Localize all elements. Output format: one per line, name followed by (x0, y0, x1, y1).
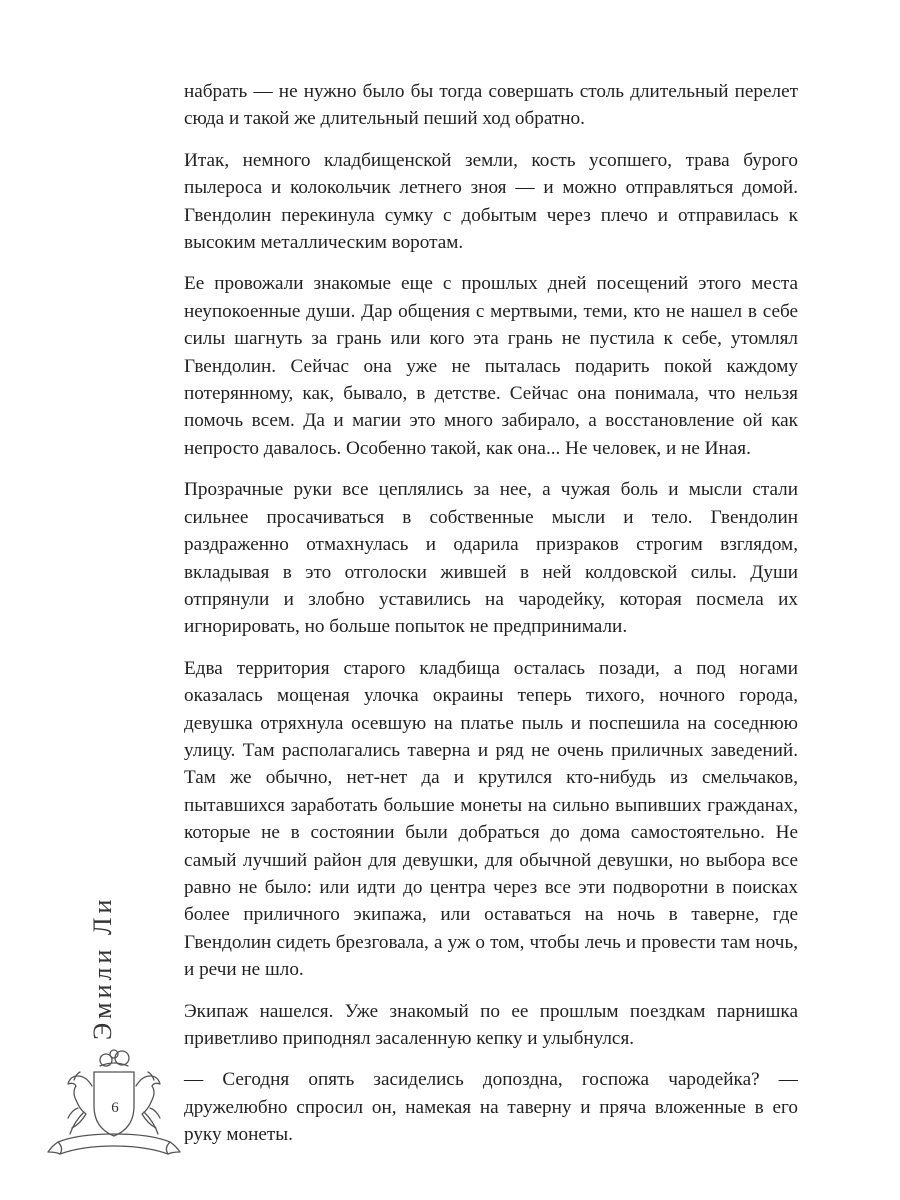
paragraph: Итак, немного кладбищенской земли, кость усопшего, трава бурого пылероса и колокольчик летнего зноя — и можно отправляться домой. Гвендолин перекинула сумку с добытым через плечо и отправилась к высоким металлическим воротам. (184, 149, 798, 254)
paragraph: — Сегодня опять засиделись допоздна, госпожа чародейка? — дружелюбно спросил он, намекая на таверну и пряча вложенные в его руку монеты. (184, 1069, 798, 1146)
author-running-head: Эмили Ли (88, 895, 117, 1040)
paragraph: Экипаж нашелся. Уже знакомый по ее прошлым поездкам парнишка приветливо приподнял засаленную кепку и улыбнулся. (184, 1000, 798, 1049)
paragraph: Едва территория старого кладбища осталась позади, а под ногами оказалась мощеная улочка окраины теперь тихого, ночного города, девушка отряхнула осевшую на платье пыль и поспешила на соседнюю улицу. Там располагались таверна и ряд не очень приличных заведений. Там же обычно, нет-нет да и крутился кто-нибудь из смельчаков, пытавшихся заработать большие монеты на сильно выпивших гражданах, которые не в состоянии были добраться до дома самостоятельно. Не самый лучший район для девушки, для обычной девушки, но выбора все равно не было: или идти до центра через все эти подворотни в поисках более приличного экипажа, или оставаться на ночь в таверне, где Гвендолин сидеть брезговала, а уж о том, чтобы лечь и провести там ночь, и речи не шло. (184, 657, 798, 981)
paragraph: Ее провожали знакомые еще с прошлых дней посещений этого места неупокоенные души. Дар общения с мертвыми, теми, кто не нашел в себе силы шагнуть за грань или кого эта грань не пустила к себе, утомлял Гвендолин. Сейчас она уже не пыталась подарить покой каждому потерянному, как, бывало, в детстве. Сейчас она понимала, что нельзя помочь всем. Да и магии это много забирало, а восстановление ой как непросто давалось. Особенно такой, как она... Не человек, и не Иная. (184, 273, 798, 459)
page-number: 6 (111, 1100, 119, 1116)
paragraph: Прозрачные руки все цеплялись за нее, а чужая боль и мысли стали сильнее просачиваться в собственные мысли и тело. Гвендолин раздраженно отмахнулась и одарила призраков строгим взглядом, вкладывая в это отголоски жившей в ней колдовской силы. Души отпрянули и злобно уставились на чародейку, которая посмела их игнорировать, но больше попыток не предпринимали. (184, 479, 798, 638)
page-body (184, 78, 798, 1163)
paragraph: набрать — не нужно было бы тогда совершать столь длительный перелет сюда и такой же длительный пеший ход обратно. (184, 81, 798, 130)
